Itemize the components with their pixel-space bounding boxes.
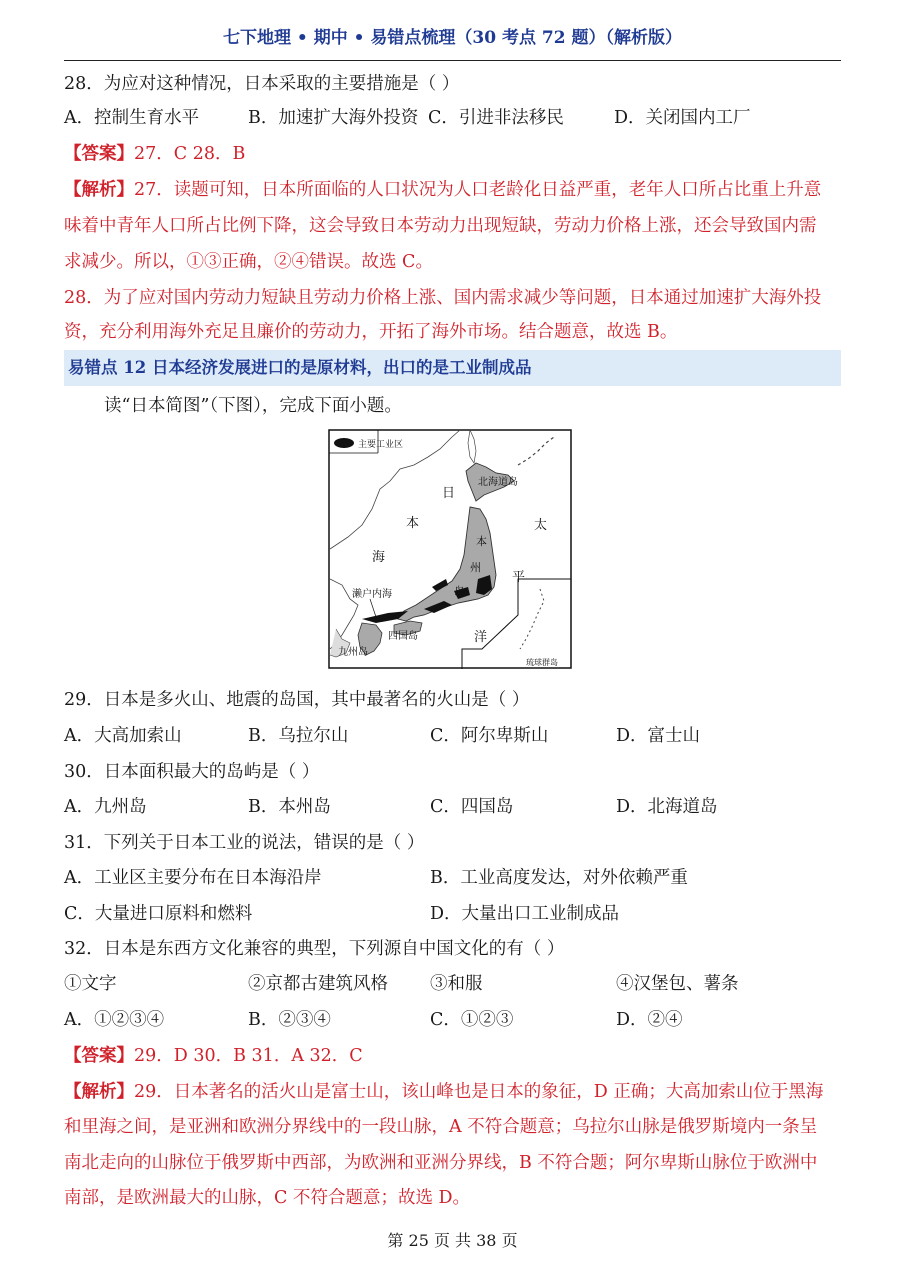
question-31-stem: 31．下列关于日本工业的说法，错误的是（ ） bbox=[64, 833, 425, 853]
answer-text: 27．C 28．B bbox=[134, 144, 246, 164]
q32-item-2: ②京都古建筑风格 bbox=[248, 974, 388, 994]
q32-option-c: C．①②③ bbox=[430, 1010, 514, 1030]
q32-item-3: ③和服 bbox=[430, 974, 483, 994]
q32-item-1: ①文字 bbox=[64, 974, 117, 994]
analysis-2-line-1 bbox=[64, 1080, 844, 1104]
page-header: 七下地理 • 期中 • 易错点梳理（30 考点 72 题）（解析版） bbox=[64, 22, 841, 61]
q32-option-a: A．①②③④ bbox=[64, 1010, 165, 1030]
analysis-tag: 【解析】 bbox=[64, 180, 134, 200]
q28-option-c: C．引进非法移民 bbox=[428, 108, 564, 128]
q29-option-a: A．大高加索山 bbox=[64, 726, 182, 746]
label-setonaikai: 濑户内海 bbox=[352, 589, 392, 600]
q30-option-a: A．九州岛 bbox=[64, 797, 147, 817]
q31-option-d: D．大量出口工业制成品 bbox=[430, 904, 620, 924]
label-honshu-2: 州 bbox=[470, 561, 481, 574]
q28-option-a: A．控制生育水平 bbox=[64, 108, 200, 128]
answer-block-1 bbox=[64, 142, 844, 166]
answer-block-2 bbox=[64, 1044, 844, 1068]
q31-option-c: C．大量进口原料和燃料 bbox=[64, 904, 253, 924]
q30-option-d: D．北海道岛 bbox=[616, 797, 718, 817]
label-sea-1: 日 bbox=[442, 486, 456, 501]
q28-option-b: B．加速扩大海外投资 bbox=[248, 108, 419, 128]
q29-option-c: C．阿尔卑斯山 bbox=[430, 726, 549, 746]
analysis-2-line-2: 和里海之间，是亚洲和欧洲分界线中的一段山脉，A 不符合题意；乌拉尔山脉是俄罗斯境内一条呈 bbox=[64, 1117, 818, 1137]
q28-option-d: D．关闭国内工厂 bbox=[614, 108, 751, 128]
legend-label: 主要工业区 bbox=[358, 440, 404, 450]
analysis-1-line-5: 资，充分利用海外充足且廉价的劳动力，开拓了海外市场。结合题意，故选 B。 bbox=[64, 322, 678, 342]
label-honshu-1: 本 bbox=[476, 535, 487, 548]
japan-map bbox=[328, 429, 572, 669]
label-sea-2: 本 bbox=[406, 516, 420, 531]
analysis-1-line-4: 28．为了应对国内劳动力短缺且劳动力价格上涨、国内需求减少等问题，日本通过加速扩大海外投 bbox=[64, 288, 822, 308]
label-kyushu: 九州岛 bbox=[338, 647, 368, 658]
q32-option-d: D．②④ bbox=[616, 1010, 683, 1030]
q31-option-a: A．工业区主要分布在日本海沿岸 bbox=[64, 868, 322, 888]
answer-text: 29．D 30．B 31．A 32．C bbox=[134, 1046, 363, 1066]
analysis-text: 29．日本著名的活火山是富士山，该山峰也是日本的象征，D 正确；大高加索山位于黑海 bbox=[134, 1082, 824, 1102]
label-pacific-2: 平 bbox=[512, 570, 526, 585]
label-ryukyu: 琉球群岛 bbox=[526, 658, 558, 667]
q30-option-c: C．四国岛 bbox=[430, 797, 514, 817]
question-29-stem: 29．日本是多火山、地震的岛国，其中最著名的火山是（ ） bbox=[64, 690, 530, 710]
q29-option-d: D．富士山 bbox=[616, 726, 701, 746]
answer-tag: 【答案】 bbox=[64, 1046, 134, 1066]
question-32-stem: 32．日本是东西方文化兼容的典型，下列源自中国文化的有（ ） bbox=[64, 939, 565, 959]
analysis-tag: 【解析】 bbox=[64, 1082, 134, 1102]
label-pacific-3: 洋 bbox=[474, 630, 488, 645]
label-honshu-3: 岛 bbox=[454, 585, 465, 598]
page-footer: 第 25 页 共 38 页 bbox=[387, 1231, 518, 1250]
analysis-text: 27．读题可知，日本所面临的人口状况为人口老龄化日益严重，老年人口所占比重上升意 bbox=[134, 180, 822, 200]
answer-tag: 【答案】 bbox=[64, 144, 134, 164]
question-30-stem: 30．日本面积最大的岛屿是（ ） bbox=[64, 762, 320, 782]
analysis-2-line-3: 南北走向的山脉位于俄罗斯中西部，为欧洲和亚洲分界线，B 不符合题；阿尔卑斯山脉位于欧洲中 bbox=[64, 1153, 818, 1173]
analysis-1-line-1 bbox=[64, 178, 844, 202]
label-shikoku: 四国岛 bbox=[388, 631, 418, 642]
label-sea-3: 海 bbox=[372, 550, 386, 565]
analysis-1-line-2: 味着中青年人口所占比例下降，这会导致日本劳动力出现短缺，劳动力价格上涨，还会导致国内需 bbox=[64, 216, 817, 236]
section-heading: 易错点 12 日本经济发展进口的是原材料，出口的是工业制成品 bbox=[64, 350, 841, 386]
analysis-1-line-3: 求减少。所以，①③正确，②④错误。故选 C。 bbox=[64, 252, 433, 272]
label-pacific-1: 太 bbox=[534, 518, 548, 533]
question-28-stem: 28．为应对这种情况，日本采取的主要措施是（ ） bbox=[64, 74, 460, 94]
analysis-2-line-4: 南部，是欧洲最大的山脉，C 不符合题意；故选 D。 bbox=[64, 1188, 471, 1208]
q32-option-b: B．②③④ bbox=[248, 1010, 331, 1030]
legend-swatch bbox=[334, 438, 354, 448]
q31-option-b: B．工业高度发达，对外依赖严重 bbox=[430, 868, 688, 888]
q30-option-b: B．本州岛 bbox=[248, 797, 331, 817]
q32-item-4: ④汉堡包、薯条 bbox=[616, 974, 739, 994]
q29-option-b: B．乌拉尔山 bbox=[248, 726, 349, 746]
map-intro: 读“日本简图”（下图），完成下面小题。 bbox=[104, 396, 402, 416]
label-hokkaido: 北海道岛 bbox=[478, 477, 518, 488]
